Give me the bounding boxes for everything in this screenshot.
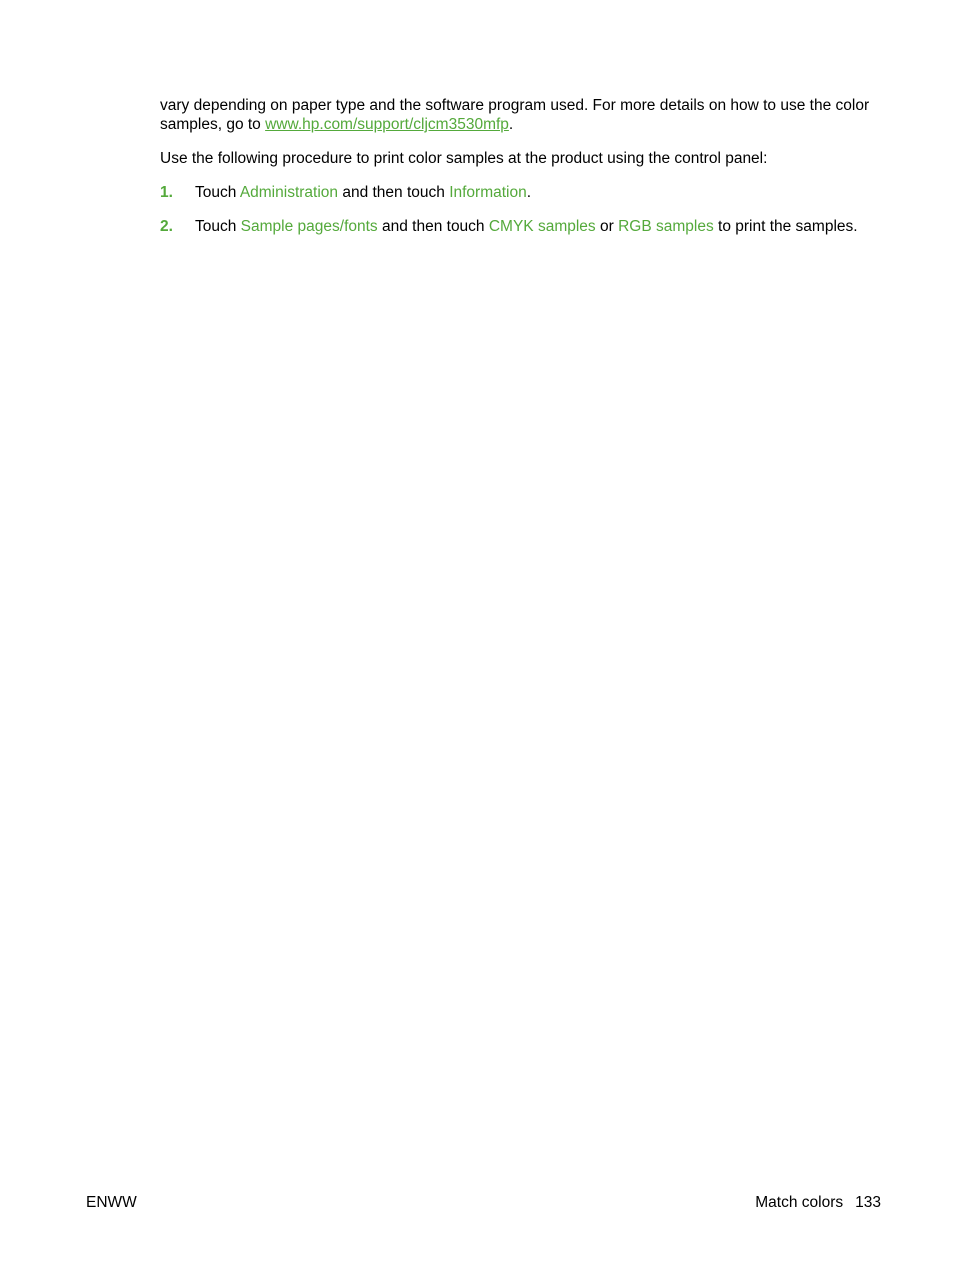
footer-section-title: Match colors (755, 1194, 844, 1211)
step-1 (160, 183, 885, 202)
step-2 (160, 217, 885, 236)
page-number: 133 (855, 1194, 881, 1211)
procedure-steps (160, 183, 885, 236)
page-content (160, 96, 885, 251)
procedure-intro: Use the following procedure to print color samples at the product using the control panel: (160, 150, 768, 167)
step-number: 2. (160, 218, 173, 235)
intro-text-start: vary depending on paper type and the software program used. For more details on how to use the color samples, go to (160, 97, 870, 133)
footer-left-label: ENWW (86, 1194, 137, 1211)
ui-term-cmyk-samples: CMYK samples (488, 218, 596, 235)
page-footer (86, 1193, 881, 1212)
step-text: and then touch (377, 218, 489, 235)
support-link[interactable]: www.hp.com/support/cljcm3530mfp (265, 116, 509, 133)
step-text: Touch (195, 184, 240, 201)
ui-term-rgb-samples: RGB samples (618, 218, 714, 235)
step-text: . (526, 184, 532, 201)
ui-term-information: Information (449, 184, 527, 201)
step-text: Touch (195, 218, 241, 235)
footer-right (755, 1193, 881, 1212)
step-text: or (595, 218, 619, 235)
step-text: to print the samples. (713, 218, 858, 235)
ui-term-administration: Administration (239, 184, 339, 201)
intro-paragraph (160, 96, 885, 134)
ui-term-sample-pages-fonts: Sample pages/fonts (240, 218, 378, 235)
step-number: 1. (160, 184, 173, 201)
intro-text-end: . (508, 116, 514, 133)
step-text: and then touch (338, 184, 450, 201)
